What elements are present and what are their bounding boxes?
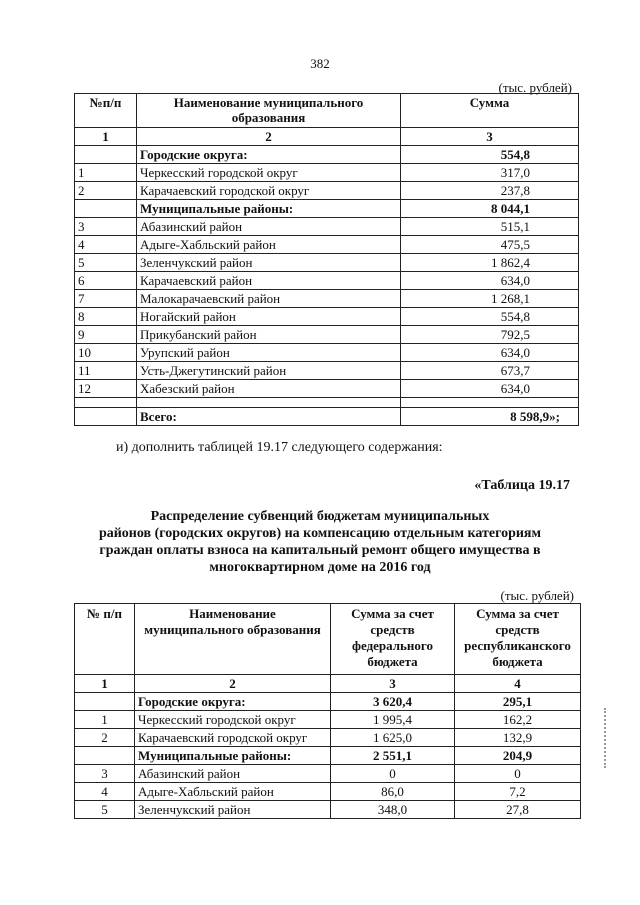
table2-cell-federal: 0: [331, 765, 455, 783]
table2-cell-republic: 204,9: [455, 747, 581, 765]
scan-edge-marks: [604, 708, 608, 768]
table1-cell-sum: 1 268,1: [401, 290, 579, 308]
heading-line: районов (городских округов) на компенсацию отдельным категориям: [98, 526, 542, 541]
table1-row: [75, 254, 579, 272]
table1-total-num-cell: [75, 408, 137, 426]
table2-cell-republic: 295,1: [455, 693, 581, 711]
table1-colnum-2: 2: [137, 128, 401, 146]
amendment-note: и) дополнить таблицей 19.17 следующего содержания:: [116, 440, 443, 455]
table1-row: [75, 218, 579, 236]
table2-cell-name: Черкесский городской округ: [135, 711, 331, 729]
table1-column-numbers-row: [75, 128, 579, 146]
table1-cell-num: [75, 200, 137, 218]
table1-row: [75, 236, 579, 254]
table1-cell-name: Малокарачаевский район: [137, 290, 401, 308]
table1-row: [75, 362, 579, 380]
table2-cell-republic: 0: [455, 765, 581, 783]
table1-cell-sum: 237,8: [401, 182, 579, 200]
table2-row: [75, 729, 581, 747]
table2-colnum-2: 2: [135, 675, 331, 693]
table2-cell-republic: 162,2: [455, 711, 581, 729]
table2-cell-federal: 1 995,4: [331, 711, 455, 729]
table1-row: [75, 200, 579, 218]
table2-cell-name: Городские округа:: [135, 693, 331, 711]
table1-unit-label: (тыс. рублей): [498, 80, 572, 95]
table2-header-num: № п/п: [75, 604, 135, 675]
table1-row: [75, 344, 579, 362]
table2-row: [75, 765, 581, 783]
table1-cell-name: Адыге-Хабльский район: [137, 236, 401, 254]
table1-cell-num: 11: [75, 362, 137, 380]
table1-total-label: Всего:: [137, 408, 401, 426]
table2-header-row: [75, 604, 581, 675]
table2-header-name: Наименование муниципального образования: [135, 604, 331, 675]
table2-cell-federal: 1 625,0: [331, 729, 455, 747]
table2-cell-federal: 3 620,4: [331, 693, 455, 711]
table2-row: [75, 711, 581, 729]
table1-row: [75, 308, 579, 326]
table1-row: [75, 272, 579, 290]
table2-unit-label: (тыс. рублей): [500, 588, 574, 603]
table1-cell-num: 7: [75, 290, 137, 308]
table2-cell-federal: 2 551,1: [331, 747, 455, 765]
heading-line: граждан оплаты взноса на капитальный ремонт общего имущества в: [99, 543, 541, 558]
table2-colnum-4: 4: [455, 675, 581, 693]
table1-cell-name: Хабезский район: [137, 380, 401, 398]
table1-total-row: [75, 408, 579, 426]
table1-colnum-3: 3: [401, 128, 579, 146]
table1-cell-num: 5: [75, 254, 137, 272]
table1-header-name: Наименование муниципального образования: [137, 94, 401, 128]
table-label: «Таблица 19.17: [474, 478, 570, 493]
table1-cell-num: 9: [75, 326, 137, 344]
table1-cell-name: Абазинский район: [137, 218, 401, 236]
table2-row: [75, 783, 581, 801]
table1-empty-cell: [401, 398, 579, 408]
table1-cell-sum: 634,0: [401, 272, 579, 290]
table1-row: [75, 290, 579, 308]
table2-cell-num: [75, 693, 135, 711]
table1-cell-name: Городские округа:: [137, 146, 401, 164]
table1-row: [75, 164, 579, 182]
table1-cell-num: 12: [75, 380, 137, 398]
table2-cell-federal: 86,0: [331, 783, 455, 801]
table1-cell-num: 6: [75, 272, 137, 290]
table1-empty-row: [75, 398, 579, 408]
table1-cell-name: Усть-Джегутинский район: [137, 362, 401, 380]
table2-cell-num: [75, 747, 135, 765]
table2-cell-federal: 348,0: [331, 801, 455, 819]
table1-cell-sum: 792,5: [401, 326, 579, 344]
page-number: 382: [310, 56, 330, 71]
table1-cell-sum: 515,1: [401, 218, 579, 236]
table1-cell-num: 4: [75, 236, 137, 254]
table2-cell-num: 2: [75, 729, 135, 747]
table2-cell-republic: 7,2: [455, 783, 581, 801]
table2-cell-num: 3: [75, 765, 135, 783]
table2-cell-republic: 132,9: [455, 729, 581, 747]
table1-municipal-sums: [74, 93, 579, 426]
table1-cell-sum: 634,0: [401, 380, 579, 398]
table2-colnum-3: 3: [331, 675, 455, 693]
table1-cell-name: Карачаевский городской округ: [137, 182, 401, 200]
table1-cell-name: Карачаевский район: [137, 272, 401, 290]
table1-row: [75, 326, 579, 344]
table1-header-num: №п/п: [75, 94, 137, 128]
table2-cell-num: 5: [75, 801, 135, 819]
table1-cell-num: 2: [75, 182, 137, 200]
table1-cell-num: 8: [75, 308, 137, 326]
table2-cell-name: Зеленчукский район: [135, 801, 331, 819]
table2-row: [75, 693, 581, 711]
table1-cell-name: Прикубанский район: [137, 326, 401, 344]
table1-cell-sum: 8 044,1: [401, 200, 579, 218]
table1-cell-num: 10: [75, 344, 137, 362]
table1-cell-name: Урупский район: [137, 344, 401, 362]
table2-cell-num: 1: [75, 711, 135, 729]
table1-cell-name: Муниципальные районы:: [137, 200, 401, 218]
table2-header-federal: Сумма за счет средств федерального бюджета: [331, 604, 455, 675]
table1-header-row: [75, 94, 579, 128]
table1-empty-cell: [75, 398, 137, 408]
table1-cell-name: Черкесский городской округ: [137, 164, 401, 182]
table1-cell-sum: 317,0: [401, 164, 579, 182]
table2-cell-name: Карачаевский городской округ: [135, 729, 331, 747]
table2-cell-republic: 27,8: [455, 801, 581, 819]
table1-cell-sum: 554,8: [401, 308, 579, 326]
table1-cell-num: 1: [75, 164, 137, 182]
table2-header-republic: Сумма за счет средств республиканского бюджета: [455, 604, 581, 675]
table1-header-sum: Сумма: [401, 94, 579, 128]
table1-empty-cell: [137, 398, 401, 408]
table2-cell-name: Муниципальные районы:: [135, 747, 331, 765]
table2-row: [75, 801, 581, 819]
table1-row: [75, 182, 579, 200]
table1-cell-name: Ногайский район: [137, 308, 401, 326]
table1-total-value: 8 598,9»;: [401, 408, 579, 426]
table1-cell-sum: 673,7: [401, 362, 579, 380]
table2-cell-num: 4: [75, 783, 135, 801]
table1-row: [75, 380, 579, 398]
table1-cell-sum: 554,8: [401, 146, 579, 164]
table2-subventions: [74, 603, 581, 819]
table1-colnum-1: 1: [75, 128, 137, 146]
heading-line: Распределение субвенций бюджетам муниципальных: [150, 509, 490, 524]
table2-colnum-1: 1: [75, 675, 135, 693]
heading-line: многоквартирном доме на 2016 год: [209, 560, 431, 575]
table2-heading: [60, 508, 580, 576]
table1-row: [75, 146, 579, 164]
table1-cell-sum: 634,0: [401, 344, 579, 362]
table1-cell-sum: 1 862,4: [401, 254, 579, 272]
table2-cell-name: Адыге-Хабльский район: [135, 783, 331, 801]
table1-cell-sum: 475,5: [401, 236, 579, 254]
table1-cell-name: Зеленчукский район: [137, 254, 401, 272]
table1-cell-num: 3: [75, 218, 137, 236]
table1-cell-num: [75, 146, 137, 164]
table2-column-numbers-row: [75, 675, 581, 693]
table2-cell-name: Абазинский район: [135, 765, 331, 783]
table2-row: [75, 747, 581, 765]
